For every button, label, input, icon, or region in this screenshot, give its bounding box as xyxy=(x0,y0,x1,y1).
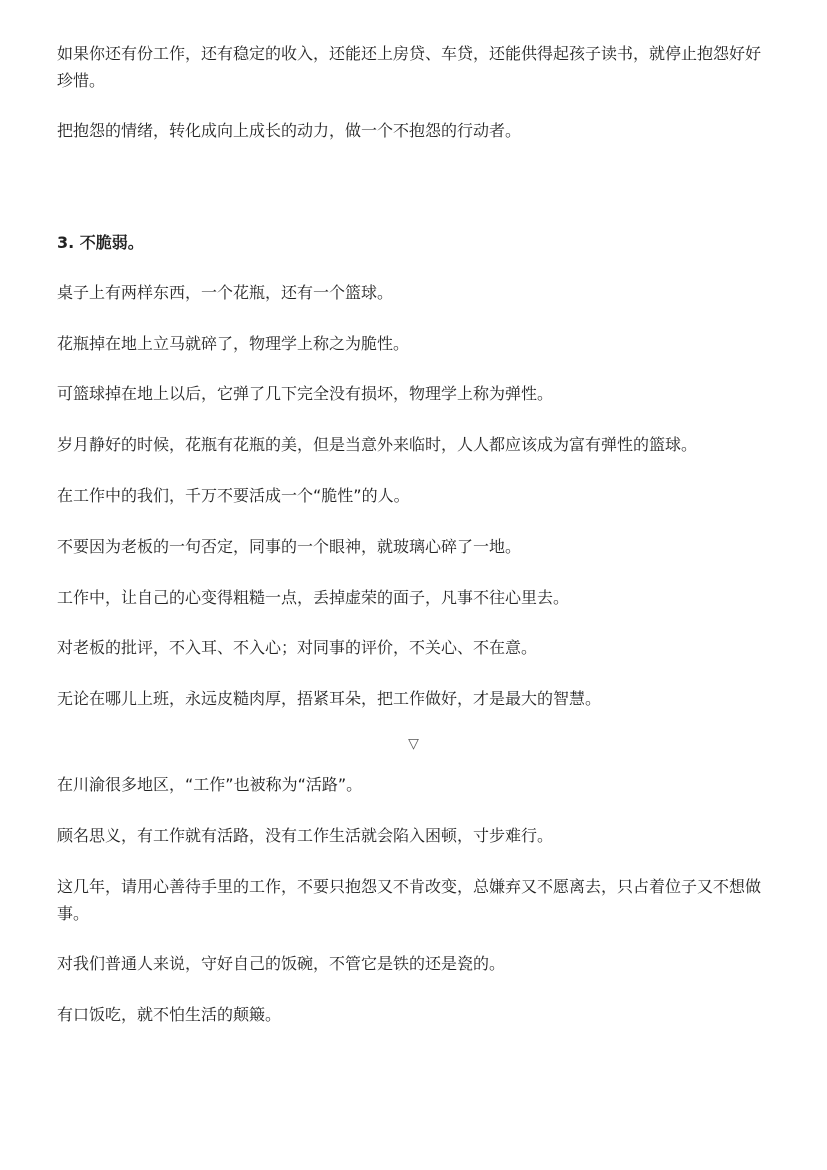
paragraph-be-elastic: 岁月静好的时候，花瓶有花瓶的美，但是当意外来临时，人人都应该成为富有弹性的篮球。 xyxy=(57,435,698,454)
paragraph-not-brittle-person: 在工作中的我们，千万不要活成一个“脆性”的人。 xyxy=(57,486,410,505)
section-heading-not-fragile: 3. 不脆弱。 xyxy=(57,233,144,252)
paragraph-not-afraid: 有口饭吃，就不怕生活的颠簸。 xyxy=(57,1005,282,1024)
paragraph-elasticity: 可篮球掉在地上以后，它弹了几下完全没有损坏，物理学上称为弹性。 xyxy=(57,384,554,403)
paragraph-treat-work-well: 这几年，请用心善待手里的工作，不要只抱怨又不肯改变，总嫌弃又不愿离去，只占着位子又不想做事。 xyxy=(57,877,762,923)
paragraph-rice-bowl: 对我们普通人来说，守好自己的饭碗，不管它是铁的还是瓷的。 xyxy=(57,954,506,973)
paragraph-huolu: 在川渝很多地区，“工作”也被称为“活路”。 xyxy=(57,775,363,794)
paragraph-brittleness: 花瓶掉在地上立马就碎了，物理学上称之为脆性。 xyxy=(57,334,410,353)
paragraph-no-complaining: 把抱怨的情绪，转化成向上成长的动力，做一个不抱怨的行动者。 xyxy=(57,121,522,140)
paragraph-literal-meaning: 顾名思义，有工作就有活路，没有工作生活就会陷入困顿，寸步难行。 xyxy=(57,826,554,845)
paragraph-criticism: 对老板的批评，不入耳、不入心；对同事的评价，不关心、不在意。 xyxy=(57,638,538,657)
section-divider-triangle: ▽ xyxy=(408,736,419,752)
paragraph-vase-basketball: 桌子上有两样东西，一个花瓶，还有一个篮球。 xyxy=(57,283,394,302)
paragraph-glass-heart: 不要因为老板的一句否定，同事的一个眼神，就玻璃心碎了一地。 xyxy=(57,537,522,556)
paragraph-wisdom: 无论在哪儿上班，永远皮糙肉厚，捂紧耳朵，把工作做好，才是最大的智慧。 xyxy=(57,689,602,708)
paragraph-cherish-job: 如果你还有份工作，还有稳定的收入，还能还上房贷、车贷，还能供得起孩子读书，就停止抱怨好好珍惜。 xyxy=(57,44,762,90)
paragraph-rougher-heart: 工作中，让自己的心变得粗糙一点，丢掉虚荣的面子，凡事不往心里去。 xyxy=(57,588,570,607)
